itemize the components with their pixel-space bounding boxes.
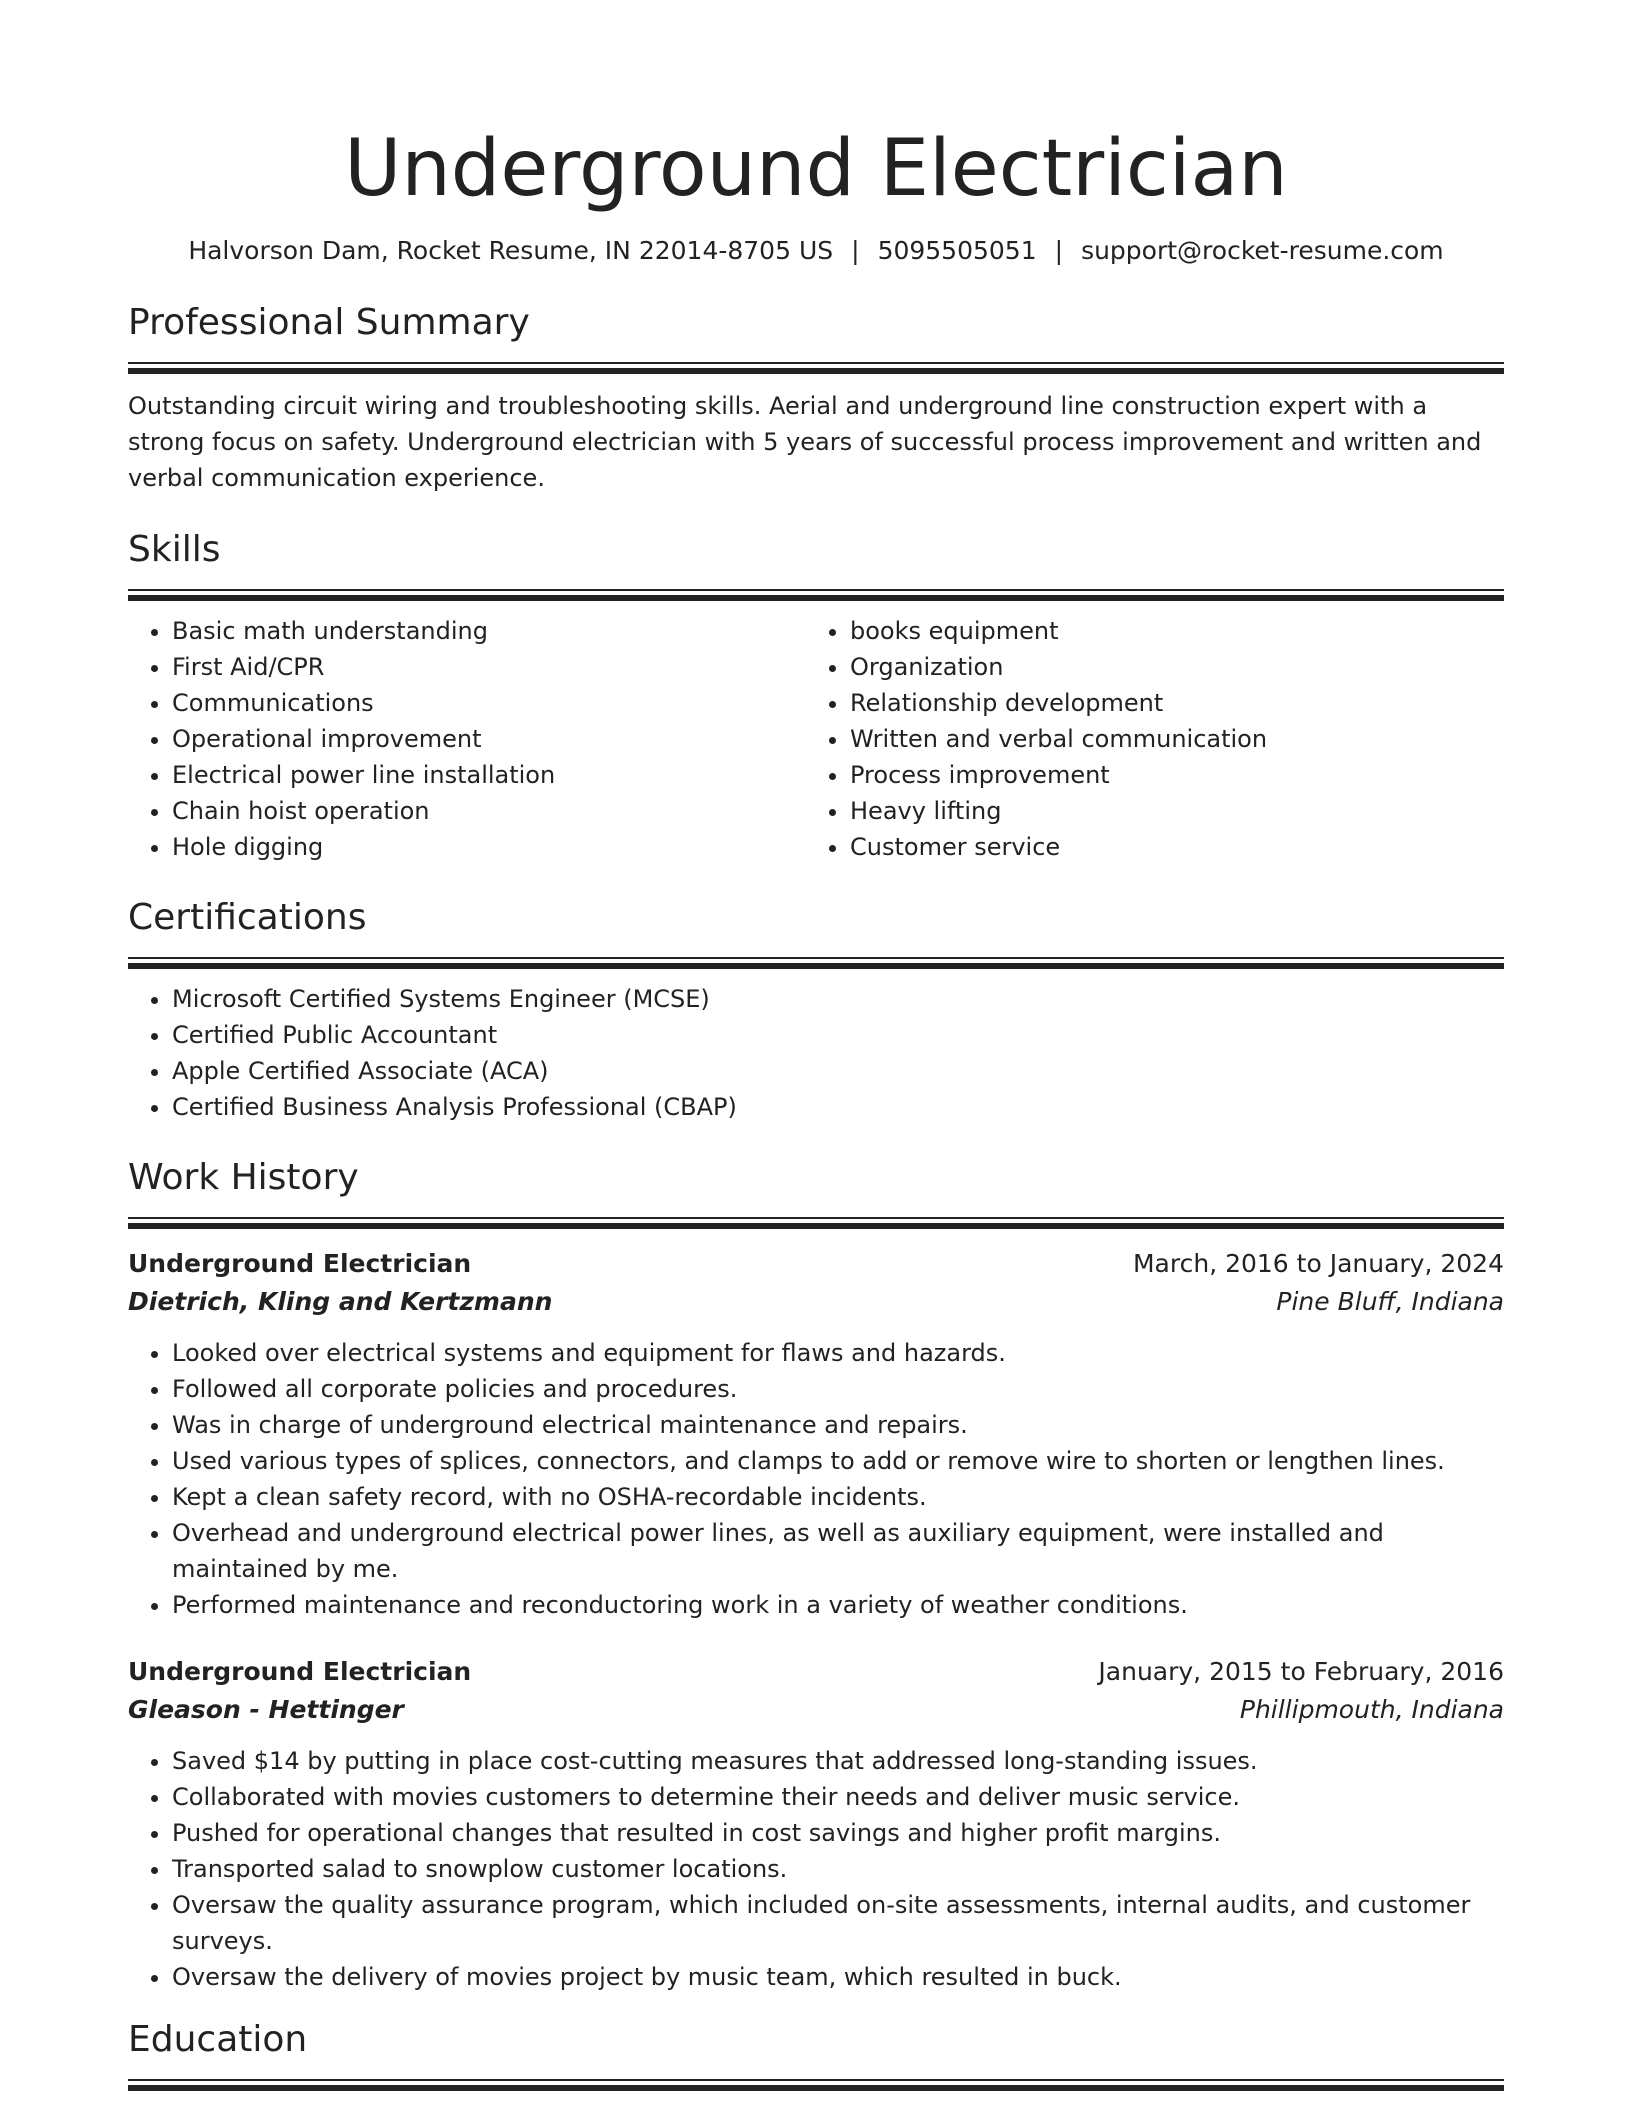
job-entry — [128, 1245, 1504, 1623]
job-bullet: • Saved $14 by putting in place cost-cutting measures that addressed long-standing issues. — [172, 1743, 1504, 1779]
resume-name: Underground Electrician — [344, 124, 1288, 214]
job-header-row — [128, 1245, 1504, 1283]
section-title-summary: Professional Summary — [128, 302, 530, 343]
job-entry — [128, 1653, 1504, 1995]
job-bullet: • Overhead and underground electrical power lines, as well as auxiliary equipment, were installed and maintained by me. — [172, 1515, 1504, 1587]
job-bullet: • Kept a clean safety record, with no OSHA-recordable incidents. — [172, 1479, 1504, 1515]
certification-item: • Certified Public Accountant — [172, 1017, 1504, 1053]
job-location: Phillipmouth, Indiana — [1239, 1695, 1504, 1724]
skills-columns — [128, 613, 1504, 865]
contact-separator: | — [1054, 236, 1064, 265]
job-bullet: • Used various types of splices, connectors, and clamps to add or remove wire to shorten or lengthen lines. — [172, 1443, 1504, 1479]
contact-separator: | — [851, 236, 860, 265]
summary-text: Outstanding circuit wiring and troubleshooting skills. Aerial and underground line construction expert with a strong focus on safety. Underground electrician with 5 years of successful process improvement and written and verbal communication experience. — [128, 392, 1482, 492]
skill-item: • books equipment — [850, 613, 1484, 649]
skill-item: • Electrical power line installation — [172, 757, 806, 793]
skill-item: • Operational improvement — [172, 721, 806, 757]
skills-list-left — [128, 613, 806, 865]
job-bullet: • Oversaw the delivery of movies project by music team, which resulted in buck. — [172, 1959, 1504, 1995]
job-company-row — [128, 1691, 1504, 1729]
skill-item: • First Aid/CPR — [172, 649, 806, 685]
section-divider — [128, 589, 1504, 601]
job-bullet: • Followed all corporate policies and procedures. — [172, 1371, 1504, 1407]
skill-item: • Hole digging — [172, 829, 806, 865]
contact-address: Halvorson Dam, Rocket Resume, IN 22014-8705 US — [188, 236, 834, 265]
section-divider — [128, 957, 1504, 969]
skill-item: • Basic math understanding — [172, 613, 806, 649]
summary-section — [128, 300, 1504, 496]
section-divider — [128, 362, 1504, 374]
certification-item: • Apple Certified Associate (ACA) — [172, 1053, 1504, 1089]
resume-page — [128, 0, 1504, 2091]
certification-item: • Certified Business Analysis Professional (CBAP) — [172, 1089, 1504, 1125]
job-title: Underground Electrician — [128, 1249, 472, 1278]
section-title-skills: Skills — [128, 529, 221, 570]
skill-item: • Relationship development — [850, 685, 1484, 721]
certification-item: • Microsoft Certified Systems Engineer (MCSE) — [172, 981, 1504, 1017]
contact-phone: 5095505051 — [877, 236, 1037, 265]
certifications-list — [128, 981, 1504, 1125]
job-bullet: • Oversaw the quality assurance program, which included on-site assessments, internal audits, and customer surveys. — [172, 1887, 1504, 1959]
job-company: Dietrich, Kling and Kertzmann — [128, 1287, 553, 1316]
skill-item: • Written and verbal communication — [850, 721, 1484, 757]
skill-item: • Customer service — [850, 829, 1484, 865]
section-title-work-history: Work History — [128, 1157, 359, 1198]
job-bullets — [128, 1335, 1504, 1623]
job-bullet: • Collaborated with movies customers to determine their needs and deliver music service. — [172, 1779, 1504, 1815]
work-history-section — [128, 1155, 1504, 1995]
skill-item: • Process improvement — [850, 757, 1484, 793]
job-bullet: • Performed maintenance and reconductoring work in a variety of weather conditions. — [172, 1587, 1504, 1623]
section-title-education: Education — [128, 2019, 308, 2060]
section-divider — [128, 2079, 1504, 2091]
skill-item: • Communications — [172, 685, 806, 721]
contact-email[interactable]: support@rocket-resume.com — [1081, 236, 1444, 265]
contact-line — [128, 234, 1504, 268]
job-header-row — [128, 1653, 1504, 1691]
education-section — [128, 2017, 1504, 2091]
job-dates: March, 2016 to January, 2024 — [1132, 1249, 1504, 1278]
job-title: Underground Electrician — [128, 1657, 472, 1686]
skill-item: • Chain hoist operation — [172, 793, 806, 829]
skills-list-right — [806, 613, 1484, 865]
job-bullet: • Was in charge of underground electrical maintenance and repairs. — [172, 1407, 1504, 1443]
section-title-certifications: Certifications — [128, 897, 367, 938]
job-bullet: • Looked over electrical systems and equipment for flaws and hazards. — [172, 1335, 1504, 1371]
job-location: Pine Bluff, Indiana — [1276, 1287, 1504, 1316]
skills-section — [128, 527, 1504, 865]
job-bullet: • Pushed for operational changes that resulted in cost savings and higher profit margins. — [172, 1815, 1504, 1851]
job-bullets — [128, 1743, 1504, 1995]
job-bullet: • Transported salad to snowplow customer locations. — [172, 1851, 1504, 1887]
job-company-row — [128, 1283, 1504, 1321]
job-dates: January, 2015 to February, 2016 — [1098, 1657, 1504, 1686]
certifications-section — [128, 895, 1504, 1125]
section-divider — [128, 1217, 1504, 1229]
job-company: Gleason - Hettinger — [128, 1695, 404, 1724]
skill-item: • Heavy lifting — [850, 793, 1484, 829]
skill-item: • Organization — [850, 649, 1484, 685]
